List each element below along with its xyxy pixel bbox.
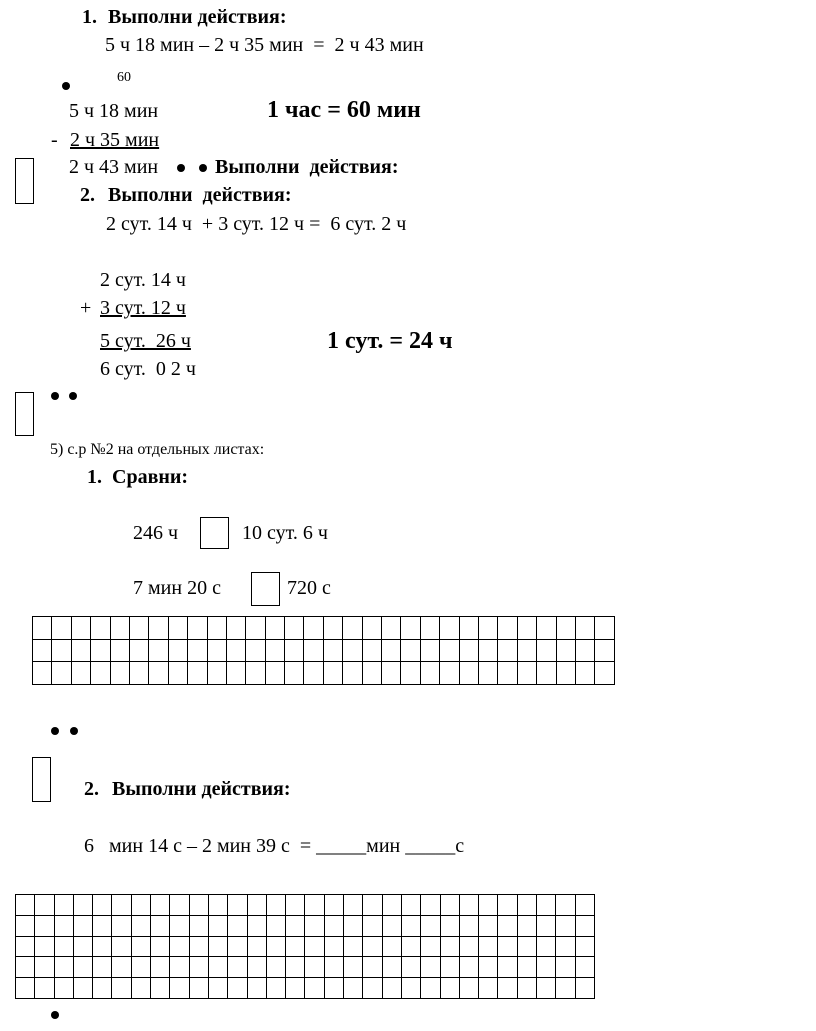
grid-cell[interactable] xyxy=(33,662,52,685)
grid-cell[interactable] xyxy=(556,978,575,999)
grid-cell[interactable] xyxy=(54,978,73,999)
grid-cell[interactable] xyxy=(343,639,362,662)
task2-column-line1: 2 сут. 14 ч xyxy=(100,269,186,291)
task2-plus-sign: + xyxy=(80,297,92,319)
grid-cell[interactable] xyxy=(575,662,594,685)
grid-cell[interactable] xyxy=(247,936,266,957)
bullet-dot xyxy=(70,727,78,735)
grid-cell[interactable] xyxy=(286,936,305,957)
grid-cell[interactable] xyxy=(226,639,245,662)
grid-cell[interactable] xyxy=(459,915,478,936)
grid-cell[interactable] xyxy=(207,617,226,640)
s5-task2-number: 2. xyxy=(84,778,99,800)
s5-task2-title: Выполни действия: xyxy=(112,778,291,800)
grid-cell[interactable] xyxy=(168,662,187,685)
grid-cell[interactable] xyxy=(537,639,556,662)
grid-cell[interactable] xyxy=(73,895,92,916)
bullet-dot xyxy=(51,727,59,735)
grid-cell[interactable] xyxy=(537,662,556,685)
grid-cell[interactable] xyxy=(537,957,556,978)
grid-cell[interactable] xyxy=(54,957,73,978)
grid-cell[interactable] xyxy=(286,957,305,978)
grid-cell[interactable] xyxy=(149,617,168,640)
grid-cell[interactable] xyxy=(189,957,208,978)
grid-cell[interactable] xyxy=(151,895,170,916)
grid-cell[interactable] xyxy=(517,639,536,662)
task2-equation: 2 сут. 14 ч + 3 сут. 12 ч = 6 сут. 2 ч xyxy=(106,213,407,235)
grid-cell[interactable] xyxy=(344,936,363,957)
grid-cell[interactable] xyxy=(208,957,227,978)
grid-cell[interactable] xyxy=(498,936,517,957)
grid-cell[interactable] xyxy=(517,617,536,640)
bullet-dot xyxy=(199,164,207,172)
task2-number: 2. xyxy=(80,184,95,206)
grid-cell[interactable] xyxy=(575,895,594,916)
task1-title: Выполни действия: xyxy=(108,6,287,28)
grid-cell[interactable] xyxy=(401,662,420,685)
grid-cell[interactable] xyxy=(110,662,129,685)
grid-cell[interactable] xyxy=(421,895,440,916)
grid-cell[interactable] xyxy=(305,978,324,999)
grid-cell[interactable] xyxy=(382,639,401,662)
grid-cell[interactable] xyxy=(382,957,401,978)
grid-cell[interactable] xyxy=(226,662,245,685)
grid-cell[interactable] xyxy=(401,895,420,916)
grid-cell[interactable] xyxy=(382,617,401,640)
grid-cell[interactable] xyxy=(228,915,247,936)
grid-cell[interactable] xyxy=(33,617,52,640)
grid-cell[interactable] xyxy=(479,915,498,936)
grid-cell[interactable] xyxy=(93,957,112,978)
task1-overlap-title: Выполни действия: xyxy=(215,156,399,178)
task2-title: Выполни действия: xyxy=(108,184,292,206)
grid-cell[interactable] xyxy=(498,662,517,685)
grid-cell[interactable] xyxy=(517,978,536,999)
grid-cell[interactable] xyxy=(35,936,54,957)
grid-cell[interactable] xyxy=(517,915,536,936)
grid-cell[interactable] xyxy=(168,639,187,662)
grid-cell[interactable] xyxy=(285,639,304,662)
grid-cell[interactable] xyxy=(362,617,381,640)
grid-cell[interactable] xyxy=(459,957,478,978)
grid-cell[interactable] xyxy=(189,978,208,999)
grid-cell[interactable] xyxy=(556,915,575,936)
grid-cell[interactable] xyxy=(228,895,247,916)
grid-cell[interactable] xyxy=(323,662,342,685)
task1-carry: 60 xyxy=(117,70,131,85)
task2-column-result: 6 сут. 0 2 ч xyxy=(100,358,196,380)
grid-cell[interactable] xyxy=(420,639,439,662)
grid-cell[interactable] xyxy=(151,936,170,957)
grid-cell[interactable] xyxy=(595,639,614,662)
compare-answer-box[interactable] xyxy=(200,517,229,549)
grid-cell[interactable] xyxy=(266,915,285,936)
grid-cell[interactable] xyxy=(54,895,73,916)
grid-cell[interactable] xyxy=(478,639,497,662)
bullet-dot xyxy=(177,164,185,172)
grid-cell[interactable] xyxy=(151,915,170,936)
empty-box xyxy=(32,757,51,802)
grid-cell[interactable] xyxy=(575,936,594,957)
grid-cell[interactable] xyxy=(73,936,92,957)
grid-cell[interactable] xyxy=(440,895,459,916)
grid-cell[interactable] xyxy=(35,978,54,999)
task1-column-line2: 2 ч 35 мин xyxy=(70,129,160,151)
grid-cell[interactable] xyxy=(459,978,478,999)
task1-hint: 1 час = 60 мин xyxy=(267,97,421,123)
grid-cell[interactable] xyxy=(93,915,112,936)
grid-cell[interactable] xyxy=(208,936,227,957)
grid-cell[interactable] xyxy=(151,957,170,978)
compare-title: Сравни: xyxy=(112,466,189,488)
s5-task2-equation: 6 мин 14 с – 2 мин 39 с = _____мин _____с xyxy=(84,835,465,857)
grid-cell[interactable] xyxy=(208,895,227,916)
grid-cell[interactable] xyxy=(363,895,382,916)
bullet-dot xyxy=(51,392,59,400)
grid-cell[interactable] xyxy=(170,978,189,999)
grid-cell[interactable] xyxy=(110,617,129,640)
grid-cell[interactable] xyxy=(556,639,575,662)
grid-cell[interactable] xyxy=(421,936,440,957)
grid-cell[interactable] xyxy=(266,936,285,957)
grid-cell[interactable] xyxy=(247,915,266,936)
grid-cell[interactable] xyxy=(382,662,401,685)
grid-cell[interactable] xyxy=(305,936,324,957)
grid-cell[interactable] xyxy=(112,978,131,999)
grid-cell[interactable] xyxy=(265,617,284,640)
grid-cell[interactable] xyxy=(16,978,35,999)
grid-cell[interactable] xyxy=(479,978,498,999)
grid-cell[interactable] xyxy=(16,895,35,916)
grid-cell[interactable] xyxy=(344,978,363,999)
task2-column-line2: 3 сут. 12 ч xyxy=(100,297,186,319)
grid-cell[interactable] xyxy=(131,895,150,916)
grid-cell[interactable] xyxy=(188,639,207,662)
grid-cell[interactable] xyxy=(440,639,459,662)
grid-cell[interactable] xyxy=(91,617,110,640)
answer-grid[interactable] xyxy=(15,894,595,999)
grid-cell[interactable] xyxy=(459,895,478,916)
grid-cell[interactable] xyxy=(170,957,189,978)
grid-cell[interactable] xyxy=(285,617,304,640)
grid-cell[interactable] xyxy=(131,936,150,957)
grid-cell[interactable] xyxy=(266,895,285,916)
grid-cell[interactable] xyxy=(247,895,266,916)
grid-cell[interactable] xyxy=(575,617,594,640)
grid-cell[interactable] xyxy=(537,915,556,936)
grid-cell[interactable] xyxy=(421,915,440,936)
grid-cell[interactable] xyxy=(459,936,478,957)
grid-cell[interactable] xyxy=(228,957,247,978)
grid-cell[interactable] xyxy=(440,662,459,685)
grid-cell[interactable] xyxy=(149,662,168,685)
grid-cell[interactable] xyxy=(131,978,150,999)
grid-cell[interactable] xyxy=(556,617,575,640)
grid-cell[interactable] xyxy=(421,978,440,999)
compare-row2-left: 7 мин 20 с xyxy=(133,577,221,599)
grid-cell[interactable] xyxy=(129,617,148,640)
grid-cell[interactable] xyxy=(324,978,343,999)
grid-cell[interactable] xyxy=(498,978,517,999)
grid-cell[interactable] xyxy=(382,915,401,936)
grid-cell[interactable] xyxy=(556,936,575,957)
grid-cell[interactable] xyxy=(440,936,459,957)
grid-cell[interactable] xyxy=(304,639,323,662)
grid-cell[interactable] xyxy=(188,617,207,640)
grid-cell[interactable] xyxy=(401,639,420,662)
grid-cell[interactable] xyxy=(265,639,284,662)
grid-cell[interactable] xyxy=(170,936,189,957)
grid-cell[interactable] xyxy=(170,915,189,936)
grid-cell[interactable] xyxy=(265,662,284,685)
grid-cell[interactable] xyxy=(168,617,187,640)
grid-cell[interactable] xyxy=(131,957,150,978)
bullet-dot xyxy=(62,82,70,90)
grid-cell[interactable] xyxy=(459,617,478,640)
grid-cell[interactable] xyxy=(478,662,497,685)
grid-cell[interactable] xyxy=(246,639,265,662)
compare-row2-right: 720 с xyxy=(287,577,331,599)
grid-cell[interactable] xyxy=(363,957,382,978)
grid-cell[interactable] xyxy=(498,915,517,936)
bullet-dot xyxy=(69,392,77,400)
grid-cell[interactable] xyxy=(595,662,614,685)
grid-cell[interactable] xyxy=(362,639,381,662)
grid-cell[interactable] xyxy=(382,895,401,916)
grid-cell[interactable] xyxy=(228,978,247,999)
grid-cell[interactable] xyxy=(304,662,323,685)
grid-cell[interactable] xyxy=(363,915,382,936)
grid-cell[interactable] xyxy=(362,662,381,685)
empty-box xyxy=(15,158,34,204)
grid-cell[interactable] xyxy=(382,978,401,999)
grid-cell[interactable] xyxy=(71,639,90,662)
grid-cell[interactable] xyxy=(285,662,304,685)
grid-cell[interactable] xyxy=(498,895,517,916)
task1-column-result: 2 ч 43 мин xyxy=(69,156,159,178)
grid-cell[interactable] xyxy=(93,936,112,957)
grid-cell[interactable] xyxy=(575,915,594,936)
grid-cell[interactable] xyxy=(401,915,420,936)
grid-cell[interactable] xyxy=(344,915,363,936)
grid-cell[interactable] xyxy=(575,978,594,999)
grid-cell[interactable] xyxy=(266,957,285,978)
grid-cell[interactable] xyxy=(517,936,536,957)
grid-cell[interactable] xyxy=(16,957,35,978)
grid-cell[interactable] xyxy=(343,617,362,640)
grid-cell[interactable] xyxy=(363,936,382,957)
grid-cell[interactable] xyxy=(517,662,536,685)
grid-cell[interactable] xyxy=(207,662,226,685)
grid-cell[interactable] xyxy=(188,662,207,685)
grid-cell[interactable] xyxy=(110,639,129,662)
grid-cell[interactable] xyxy=(344,957,363,978)
grid-cell[interactable] xyxy=(286,978,305,999)
grid-cell[interactable] xyxy=(556,662,575,685)
grid-cell[interactable] xyxy=(71,617,90,640)
grid-cell[interactable] xyxy=(112,936,131,957)
grid-cell[interactable] xyxy=(112,895,131,916)
grid-cell[interactable] xyxy=(208,915,227,936)
grid-cell[interactable] xyxy=(91,639,110,662)
grid-cell[interactable] xyxy=(112,957,131,978)
grid-cell[interactable] xyxy=(401,978,420,999)
grid-cell[interactable] xyxy=(189,915,208,936)
grid-cell[interactable] xyxy=(54,936,73,957)
grid-cell[interactable] xyxy=(382,936,401,957)
task1-column-line1: 5 ч 18 мин xyxy=(69,100,159,122)
grid-cell[interactable] xyxy=(556,957,575,978)
compare-number: 1. xyxy=(87,466,102,488)
grid-cell[interactable] xyxy=(479,936,498,957)
grid-cell[interactable] xyxy=(170,895,189,916)
grid-cell[interactable] xyxy=(52,639,71,662)
grid-cell[interactable] xyxy=(52,617,71,640)
grid-cell[interactable] xyxy=(401,617,420,640)
grid-cell[interactable] xyxy=(478,617,497,640)
grid-cell[interactable] xyxy=(93,978,112,999)
grid-cell[interactable] xyxy=(131,915,150,936)
grid-cell[interactable] xyxy=(189,936,208,957)
grid-cell[interactable] xyxy=(517,957,536,978)
grid-cell[interactable] xyxy=(129,662,148,685)
grid-cell[interactable] xyxy=(556,895,575,916)
grid-cell[interactable] xyxy=(323,617,342,640)
grid-cell[interactable] xyxy=(35,895,54,916)
grid-cell[interactable] xyxy=(149,639,168,662)
compare-row1-right: 10 сут. 6 ч xyxy=(242,522,328,544)
grid-cell[interactable] xyxy=(323,639,342,662)
grid-cell[interactable] xyxy=(73,915,92,936)
grid-cell[interactable] xyxy=(440,617,459,640)
grid-cell[interactable] xyxy=(286,915,305,936)
grid-cell[interactable] xyxy=(91,662,110,685)
grid-cell[interactable] xyxy=(537,936,556,957)
task1-equation: 5 ч 18 мин – 2 ч 35 мин = 2 ч 43 мин xyxy=(105,34,424,56)
grid-cell[interactable] xyxy=(324,915,343,936)
grid-cell[interactable] xyxy=(54,915,73,936)
grid-cell[interactable] xyxy=(343,662,362,685)
grid-cell[interactable] xyxy=(498,639,517,662)
task2-hint: 1 сут. = 24 ч xyxy=(327,328,453,354)
grid-cell[interactable] xyxy=(208,978,227,999)
grid-cell[interactable] xyxy=(479,895,498,916)
grid-cell[interactable] xyxy=(344,895,363,916)
grid-cell[interactable] xyxy=(363,978,382,999)
grid-cell[interactable] xyxy=(16,915,35,936)
section5-heading: 5) с.р №2 на отдельных листах: xyxy=(50,441,265,458)
compare-row1-left: 246 ч xyxy=(133,522,179,544)
grid-cell[interactable] xyxy=(93,895,112,916)
grid-cell[interactable] xyxy=(595,617,614,640)
empty-box xyxy=(15,392,34,436)
grid-cell[interactable] xyxy=(537,617,556,640)
grid-cell[interactable] xyxy=(517,895,536,916)
grid-cell[interactable] xyxy=(479,957,498,978)
grid-cell[interactable] xyxy=(324,895,343,916)
grid-cell[interactable] xyxy=(305,895,324,916)
grid-cell[interactable] xyxy=(420,662,439,685)
grid-cell[interactable] xyxy=(324,936,343,957)
grid-cell[interactable] xyxy=(440,978,459,999)
grid-cell[interactable] xyxy=(129,639,148,662)
grid-cell[interactable] xyxy=(440,915,459,936)
grid-cell[interactable] xyxy=(246,662,265,685)
grid-cell[interactable] xyxy=(304,617,323,640)
bullet-dot xyxy=(51,1011,59,1019)
grid-cell[interactable] xyxy=(228,936,247,957)
grid-cell[interactable] xyxy=(226,617,245,640)
grid-cell[interactable] xyxy=(498,957,517,978)
grid-cell[interactable] xyxy=(246,617,265,640)
grid-cell[interactable] xyxy=(16,936,35,957)
grid-cell[interactable] xyxy=(247,978,266,999)
compare-answer-box[interactable] xyxy=(251,572,280,606)
grid-cell[interactable] xyxy=(286,895,305,916)
answer-grid[interactable] xyxy=(32,616,615,685)
grid-cell[interactable] xyxy=(498,617,517,640)
grid-cell[interactable] xyxy=(401,936,420,957)
grid-cell[interactable] xyxy=(440,957,459,978)
grid-cell[interactable] xyxy=(247,957,266,978)
grid-cell[interactable] xyxy=(151,978,170,999)
grid-cell[interactable] xyxy=(421,957,440,978)
grid-cell[interactable] xyxy=(575,639,594,662)
grid-cell[interactable] xyxy=(189,895,208,916)
grid-cell[interactable] xyxy=(305,957,324,978)
grid-cell[interactable] xyxy=(112,915,131,936)
grid-cell[interactable] xyxy=(537,978,556,999)
grid-cell[interactable] xyxy=(324,957,343,978)
grid-cell[interactable] xyxy=(207,639,226,662)
task1-minus-sign: - xyxy=(51,129,58,151)
grid-cell[interactable] xyxy=(73,978,92,999)
grid-cell[interactable] xyxy=(52,662,71,685)
grid-cell[interactable] xyxy=(420,617,439,640)
grid-cell[interactable] xyxy=(35,957,54,978)
task1-number: 1. xyxy=(82,6,97,28)
grid-cell[interactable] xyxy=(459,639,478,662)
grid-cell[interactable] xyxy=(401,957,420,978)
grid-cell[interactable] xyxy=(575,957,594,978)
grid-cell[interactable] xyxy=(35,915,54,936)
grid-cell[interactable] xyxy=(71,662,90,685)
grid-cell[interactable] xyxy=(537,895,556,916)
grid-cell[interactable] xyxy=(73,957,92,978)
grid-cell[interactable] xyxy=(459,662,478,685)
task2-column-line3: 5 сут. 26 ч xyxy=(100,330,191,352)
grid-cell[interactable] xyxy=(33,639,52,662)
grid-cell[interactable] xyxy=(266,978,285,999)
grid-cell[interactable] xyxy=(305,915,324,936)
